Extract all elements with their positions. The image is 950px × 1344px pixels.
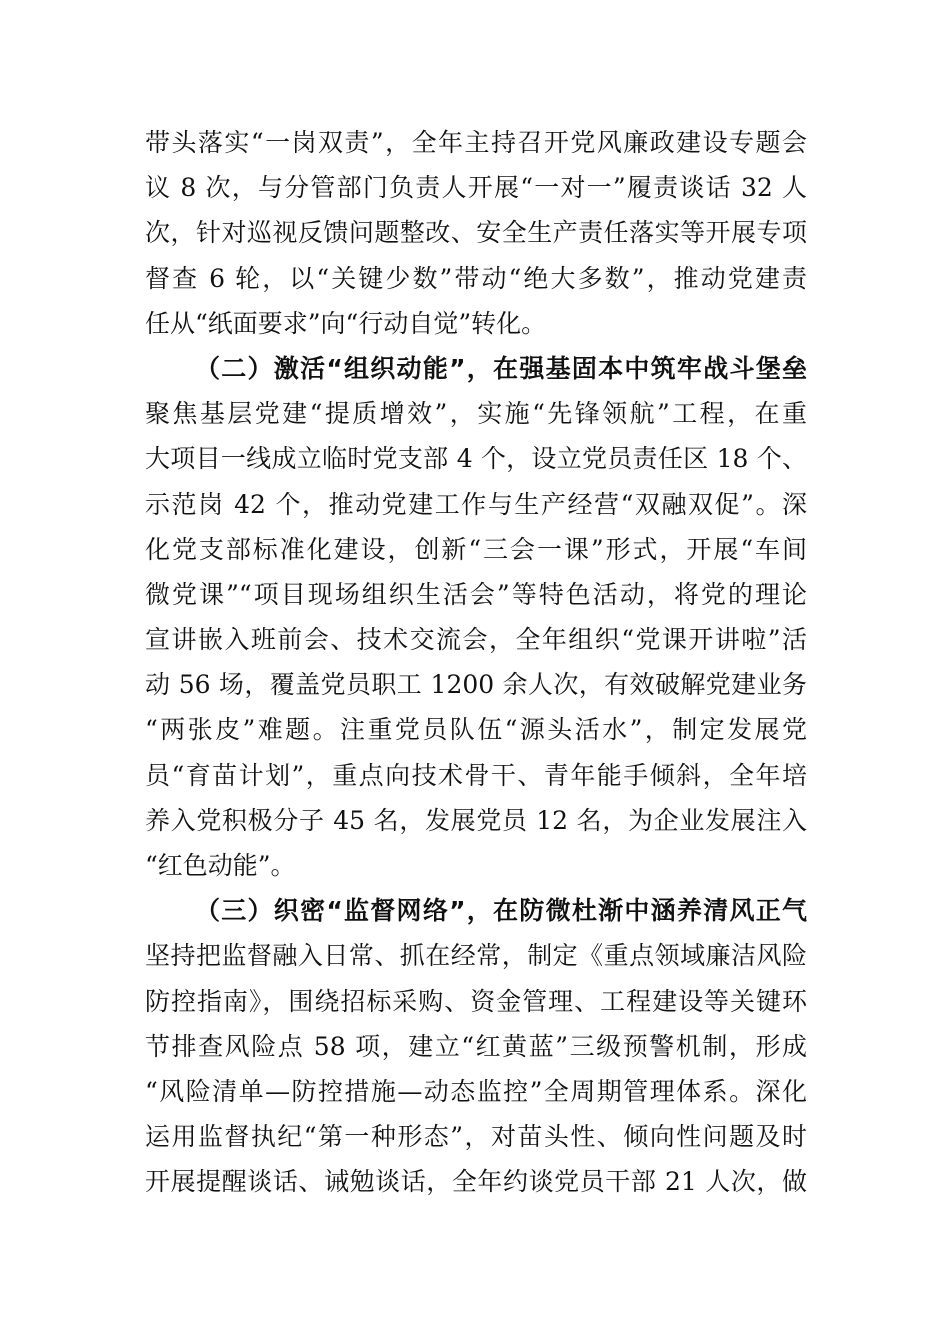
- text-line: 大项目一线成立临时党支部 4 个，设立党员责任区 18 个、: [145, 444, 807, 474]
- text-line: 次，针对巡视反馈问题整改、安全生产责任落实等开展专项: [145, 218, 807, 248]
- text-line: 员“育苗计划”，重点向技术骨干、青年能手倾斜，全年培: [145, 760, 807, 790]
- heading-line: （三）织密“监督网络”，在防微杜渐中涵养清风正气: [195, 896, 807, 926]
- text-line: 开展提醒谈话、诫勉谈话，全年约谈党员干部 21 人次，做: [145, 1167, 807, 1197]
- text-line: 化党支部标准化建设，创新“三会一课”形式，开展“车间: [145, 534, 807, 564]
- text-line: 坚持把监督融入日常、抓在经常，制定《重点领域廉洁风险: [145, 941, 807, 971]
- text-line: 议 8 次，与分管部门负责人开展“一对一”履责谈话 32 人: [145, 173, 807, 203]
- text-line: “红色动能”。: [145, 851, 296, 880]
- text-line: 防控指南》，围绕招标采购、资金管理、工程建设等关键环: [145, 986, 807, 1016]
- body-paragraph: [145, 120, 807, 346]
- text-line: 节排查风险点 58 项，建立“红黄蓝”三级预警机制，形成: [145, 1031, 807, 1061]
- document-page: [145, 120, 807, 1205]
- text-line: 养入党积极分子 45 名，发展党员 12 名，为企业发展注入: [145, 805, 807, 835]
- section-heading: [145, 346, 807, 391]
- text-line: 聚焦基层党建“提质增效”，实施“先锋领航”工程，在重: [145, 399, 807, 429]
- text-line: 示范岗 42 个，推动党建工作与生产经营“双融双促”。深: [145, 489, 807, 519]
- text-line: 任从“纸面要求”向“行动自觉”转化。: [145, 308, 547, 338]
- text-line: 督查 6 轮，以“关键少数”带动“绝大多数”，推动党建责: [145, 263, 807, 293]
- text-line: 动 56 场，覆盖党员职工 1200 余人次，有效破解党建业务: [145, 670, 807, 700]
- text-line: “风险清单—防控措施—动态监控”全周期管理体系。深化: [145, 1076, 807, 1106]
- body-paragraph: [145, 933, 807, 1204]
- heading-line: （二）激活“组织动能”，在强基固本中筑牢战斗堡垒: [195, 353, 807, 383]
- text-line: 宣讲嵌入班前会、技术交流会，全年组织“党课开讲啦”活: [145, 625, 807, 655]
- text-line: 带头落实“一岗双责”，全年主持召开党风廉政建设专题会: [145, 128, 807, 157]
- text-line: 微党课”“项目现场组织生活会”等特色活动，将党的理论: [145, 579, 807, 609]
- body-paragraph: [145, 391, 807, 888]
- text-line: 运用监督执纪“第一种形态”，对苗头性、倾向性问题及时: [145, 1122, 807, 1152]
- section-heading: [145, 888, 807, 933]
- text-line: “两张皮”难题。注重党员队伍“源头活水”，制定发展党: [145, 715, 807, 745]
